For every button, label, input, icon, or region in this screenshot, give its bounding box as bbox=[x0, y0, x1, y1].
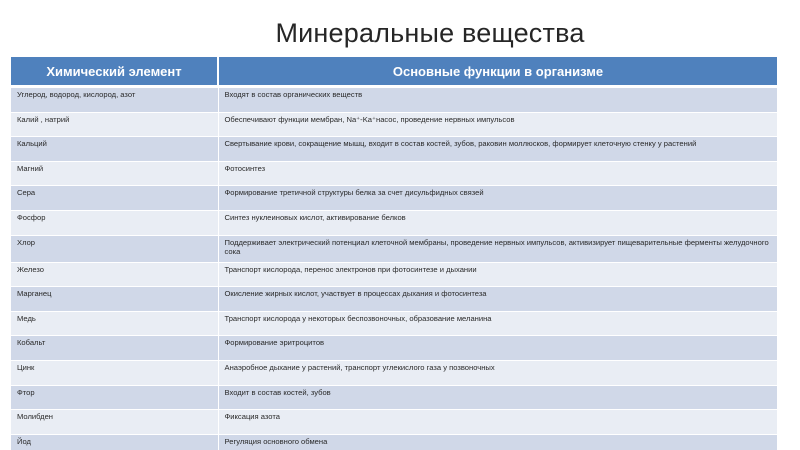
function-cell: Окисление жирных кислот, участвует в процессах дыхания и фотосинтеза bbox=[218, 287, 777, 312]
function-cell: Синтез нуклеиновых кислот, активирование белков bbox=[218, 210, 777, 235]
table-row bbox=[11, 210, 777, 235]
function-cell: Формирование эритроцитов bbox=[218, 336, 777, 361]
element-cell: Молибден bbox=[11, 410, 218, 435]
table-row bbox=[11, 87, 777, 113]
element-cell: Калий , натрий bbox=[11, 112, 218, 137]
table-row bbox=[11, 186, 777, 211]
function-cell: Анаэробное дыхание у растений, транспорт углекислого газа у позвоночных bbox=[218, 360, 777, 385]
element-cell: Медь bbox=[11, 311, 218, 336]
function-cell: Регуляция основного обмена bbox=[218, 434, 777, 450]
element-cell: Цинк bbox=[11, 360, 218, 385]
table-row bbox=[11, 434, 777, 450]
function-cell: Свертывание крови, сокращение мышц, входит в состав костей, зубов, раковин моллюсков, формирует клеточную стенку у растений bbox=[218, 137, 777, 162]
function-cell: Обеспечивают функции мембран, Na⁺-Ka⁺насос, проведение нервных импульсов bbox=[218, 112, 777, 137]
function-cell: Поддерживает электрический потенциал клеточной мембраны, проведение нервных импульсов, активизирует пищеварительные ферменты желудочного сока bbox=[218, 235, 777, 262]
element-cell: Кобальт bbox=[11, 336, 218, 361]
table-row bbox=[11, 385, 777, 410]
function-cell: Входит в состав костей, зубов bbox=[218, 385, 777, 410]
table-row bbox=[11, 410, 777, 435]
function-cell: Фиксация азота bbox=[218, 410, 777, 435]
column-header-element: Химический элемент bbox=[11, 57, 218, 87]
table-row bbox=[11, 161, 777, 186]
element-cell: Йод bbox=[11, 434, 218, 450]
function-cell: Фотосинтез bbox=[218, 161, 777, 186]
function-cell: Формирование третичной структуры белка за счет дисульфидных связей bbox=[218, 186, 777, 211]
table-row bbox=[11, 112, 777, 137]
table-row bbox=[11, 287, 777, 312]
table-row bbox=[11, 235, 777, 262]
column-header-function: Основные функции в организме bbox=[218, 57, 777, 87]
table-header-row bbox=[11, 57, 777, 87]
table-row bbox=[11, 262, 777, 287]
function-cell: Транспорт кислорода у некоторых беспозвоночных, образование меланина bbox=[218, 311, 777, 336]
element-cell: Хлор bbox=[11, 235, 218, 262]
function-cell: Входят в состав органических веществ bbox=[218, 87, 777, 113]
slide-title: Минеральные вещества bbox=[275, 18, 585, 48]
table-row bbox=[11, 137, 777, 162]
element-cell: Кальций bbox=[11, 137, 218, 162]
element-cell: Сера bbox=[11, 186, 218, 211]
minerals-table bbox=[11, 57, 777, 450]
element-cell: Железо bbox=[11, 262, 218, 287]
element-cell: Марганец bbox=[11, 287, 218, 312]
table-row bbox=[11, 360, 777, 385]
element-cell: Фосфор bbox=[11, 210, 218, 235]
element-cell: Фтор bbox=[11, 385, 218, 410]
table-row bbox=[11, 311, 777, 336]
element-cell: Углерод, водород, кислород, азот bbox=[11, 87, 218, 113]
function-cell: Транспорт кислорода, перенос электронов при фотосинтезе и дыхании bbox=[218, 262, 777, 287]
element-cell: Магний bbox=[11, 161, 218, 186]
table-row bbox=[11, 336, 777, 361]
